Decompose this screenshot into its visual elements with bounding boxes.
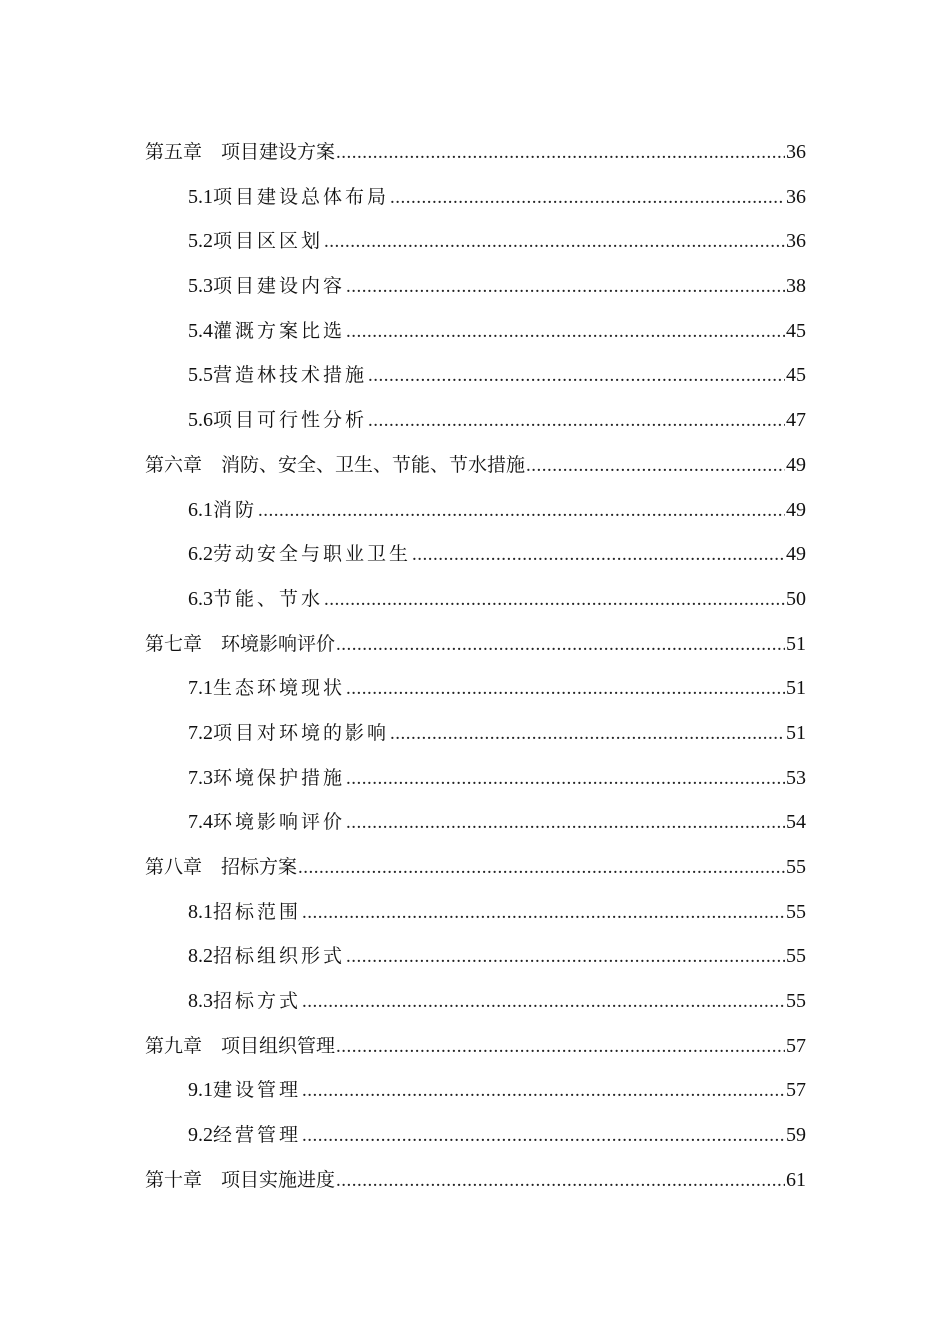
toc-section-entry[interactable]: [0, 1113, 950, 1158]
toc-entry-line: [188, 800, 806, 846]
toc-entry-label: 招标方式: [213, 990, 302, 1013]
toc-entry-line: [188, 890, 806, 936]
toc-section-entry[interactable]: [0, 264, 950, 309]
toc-dot-leader: [302, 980, 785, 1025]
toc-section-number: 9.1: [188, 1079, 213, 1102]
toc-chapter-entry[interactable]: [0, 443, 950, 488]
toc-section-entry[interactable]: [0, 890, 950, 935]
toc-dot-leader: [302, 1069, 785, 1114]
toc-entry-label: 生态环境现状: [213, 677, 346, 700]
toc-entry-label: 项目建设内容: [213, 275, 346, 298]
toc-entry-line: [188, 175, 806, 221]
toc-entry-title: [188, 756, 345, 801]
toc-entry-label: 营造林技术措施: [213, 364, 368, 387]
toc-entry-label: 劳动安全与职业卫生: [213, 543, 412, 566]
toc-entry-title: [188, 577, 323, 622]
toc-section-number: 5.1: [188, 185, 213, 208]
toc-section-number: 6.2: [188, 543, 213, 566]
toc-entry-title: [188, 309, 345, 354]
toc-page-number: 61: [786, 1168, 806, 1191]
toc-section-entry[interactable]: [0, 309, 950, 354]
toc-entry-title: [145, 130, 335, 175]
toc-page-number: 49: [786, 498, 806, 521]
toc-entry-title: [188, 711, 389, 756]
toc-page-number: 47: [786, 409, 806, 432]
toc-page-number: 49: [786, 543, 806, 566]
toc-chapter-entry[interactable]: [0, 622, 950, 667]
toc-entry-title: [188, 800, 345, 845]
toc-dot-leader: [346, 265, 785, 310]
toc-entry-line: [188, 1113, 806, 1159]
toc-dot-leader: [368, 399, 785, 444]
toc-page-number: 51: [786, 677, 806, 700]
toc-entry-label: 第九章 项目组织管理: [145, 1034, 336, 1057]
toc-section-entry[interactable]: [0, 800, 950, 845]
toc-page-number: 50: [786, 587, 806, 610]
toc-entry-label: 项目对环境的影响: [213, 721, 390, 744]
toc-dot-leader: [368, 354, 785, 399]
toc-entry-label: 招标组织形式: [213, 945, 346, 968]
toc-section-entry[interactable]: [0, 488, 950, 533]
toc-entry-line: [188, 353, 806, 399]
toc-entry-line: [188, 711, 806, 757]
toc-section-entry[interactable]: [0, 756, 950, 801]
toc-dot-leader: [302, 1114, 785, 1159]
toc-entry-title: [188, 264, 345, 309]
toc-dot-leader: [346, 310, 785, 355]
toc-dot-leader: [258, 489, 785, 534]
toc-entry-title: [188, 890, 301, 935]
toc-section-entry[interactable]: [0, 666, 950, 711]
toc-section-entry[interactable]: [0, 577, 950, 622]
toc-section-entry[interactable]: [0, 219, 950, 264]
toc-entry-title: [145, 1158, 335, 1203]
toc-entry-title: [145, 845, 297, 890]
toc-entry-line: [188, 1068, 806, 1114]
toc-section-entry[interactable]: [0, 934, 950, 979]
toc-entry-title: [188, 1068, 301, 1113]
toc-entry-title: [188, 532, 411, 577]
toc-section-number: 5.2: [188, 230, 213, 253]
toc-section-number: 6.1: [188, 498, 213, 521]
toc-section-number: 5.6: [188, 409, 213, 432]
toc-entry-line: [145, 845, 806, 891]
toc-entry-line: [145, 130, 806, 176]
table-of-contents: [0, 130, 950, 1203]
toc-section-entry[interactable]: [0, 353, 950, 398]
toc-section-number: 7.2: [188, 721, 213, 744]
toc-entry-label: 经营管理: [213, 1124, 302, 1147]
toc-page-number: 36: [786, 185, 806, 208]
toc-entry-line: [188, 532, 806, 578]
toc-entry-line: [188, 488, 806, 534]
toc-dot-leader: [390, 176, 785, 221]
toc-page-number: 55: [786, 990, 806, 1013]
toc-page-number: 55: [786, 900, 806, 923]
toc-entry-line: [145, 443, 806, 489]
toc-section-entry[interactable]: [0, 1068, 950, 1113]
toc-dot-leader: [336, 1159, 785, 1204]
toc-entry-label: 第七章 环境影响评价: [145, 632, 336, 655]
toc-page-number: 38: [786, 275, 806, 298]
toc-entry-line: [188, 219, 806, 265]
toc-entry-label: 第六章 消防、安全、卫生、节能、节水措施: [145, 453, 526, 476]
toc-section-number: 7.3: [188, 766, 213, 789]
toc-entry-title: [188, 175, 389, 220]
toc-dot-leader: [336, 131, 785, 176]
toc-dot-leader: [302, 891, 785, 936]
toc-section-entry[interactable]: [0, 711, 950, 756]
toc-entry-label: 项目区区划: [213, 230, 324, 253]
toc-entry-title: [145, 1024, 335, 1069]
toc-section-entry[interactable]: [0, 979, 950, 1024]
toc-section-entry[interactable]: [0, 532, 950, 577]
toc-section-number: 9.2: [188, 1124, 213, 1147]
toc-entry-line: [188, 398, 806, 444]
toc-dot-leader: [346, 757, 785, 802]
toc-entry-title: [188, 666, 345, 711]
toc-dot-leader: [336, 623, 785, 668]
toc-entry-title: [188, 398, 367, 443]
toc-entry-line: [188, 666, 806, 712]
toc-entry-line: [145, 622, 806, 668]
toc-entry-label: 第十章 项目实施进度: [145, 1168, 336, 1191]
toc-entry-label: 消防: [213, 498, 258, 521]
toc-dot-leader: [390, 712, 785, 757]
toc-page-number: 36: [786, 230, 806, 253]
toc-dot-leader: [346, 667, 785, 712]
toc-page-number: 51: [786, 632, 806, 655]
toc-entry-label: 节能、节水: [213, 587, 324, 610]
toc-page-number: 57: [786, 1079, 806, 1102]
toc-section-number: 5.5: [188, 364, 213, 387]
toc-entry-title: [145, 443, 525, 488]
toc-section-number: 7.4: [188, 811, 213, 834]
toc-entry-line: [188, 934, 806, 980]
toc-section-number: 8.1: [188, 900, 213, 923]
toc-chapter-entry[interactable]: [0, 130, 950, 175]
toc-entry-line: [188, 309, 806, 355]
toc-page-number: 36: [786, 141, 806, 163]
toc-entry-title: [188, 934, 345, 979]
toc-page-number: 51: [786, 721, 806, 744]
toc-entry-title: [188, 488, 257, 533]
toc-entry-label: 招标范围: [213, 900, 302, 923]
toc-entry-label: 第五章 项目建设方案: [145, 141, 336, 163]
toc-entry-line: [145, 1024, 806, 1070]
toc-page-number: 57: [786, 1034, 806, 1057]
toc-dot-leader: [298, 846, 785, 891]
toc-entry-title: [145, 622, 335, 667]
toc-dot-leader: [412, 533, 785, 578]
toc-entry-label: 环境保护措施: [213, 766, 346, 789]
toc-section-number: 6.3: [188, 587, 213, 610]
toc-entry-line: [188, 756, 806, 802]
toc-page-number: 54: [786, 811, 806, 834]
toc-entry-label: 灌溉方案比选: [213, 319, 346, 342]
toc-dot-leader: [346, 935, 785, 980]
toc-entry-line: [188, 979, 806, 1025]
toc-entry-label: 环境影响评价: [213, 811, 346, 834]
toc-dot-leader: [336, 1025, 785, 1070]
toc-page-number: 55: [786, 945, 806, 968]
toc-section-number: 5.4: [188, 319, 213, 342]
toc-entry-line: [188, 577, 806, 623]
toc-entry-label: 项目可行性分析: [213, 409, 368, 432]
toc-entry-line: [145, 1158, 806, 1204]
toc-chapter-entry[interactable]: [0, 845, 950, 890]
toc-section-number: 8.3: [188, 990, 213, 1013]
toc-entry-title: [188, 979, 301, 1024]
toc-chapter-entry[interactable]: [0, 1158, 950, 1203]
toc-page-number: 53: [786, 766, 806, 789]
toc-section-entry[interactable]: [0, 398, 950, 443]
toc-entry-title: [188, 219, 323, 264]
toc-entry-title: [188, 353, 367, 398]
toc-entry-label: 建设管理: [213, 1079, 302, 1102]
toc-page-number: 45: [786, 319, 806, 342]
toc-page-number: 55: [786, 856, 806, 878]
toc-section-number: 5.3: [188, 275, 213, 298]
toc-dot-leader: [324, 220, 785, 265]
toc-entry-line: [188, 264, 806, 310]
toc-dot-leader: [346, 801, 785, 846]
toc-entry-label: 第八章 招标方案: [145, 856, 298, 878]
toc-section-number: 7.1: [188, 677, 213, 700]
toc-page-number: 45: [786, 364, 806, 387]
toc-chapter-entry[interactable]: [0, 1024, 950, 1069]
toc-page-number: 49: [786, 453, 806, 476]
toc-section-entry[interactable]: [0, 175, 950, 220]
toc-page-number: 59: [786, 1124, 806, 1147]
toc-dot-leader: [324, 578, 785, 623]
toc-entry-title: [188, 1113, 301, 1158]
toc-section-number: 8.2: [188, 945, 213, 968]
toc-entry-label: 项目建设总体布局: [213, 185, 390, 208]
toc-dot-leader: [526, 444, 785, 489]
